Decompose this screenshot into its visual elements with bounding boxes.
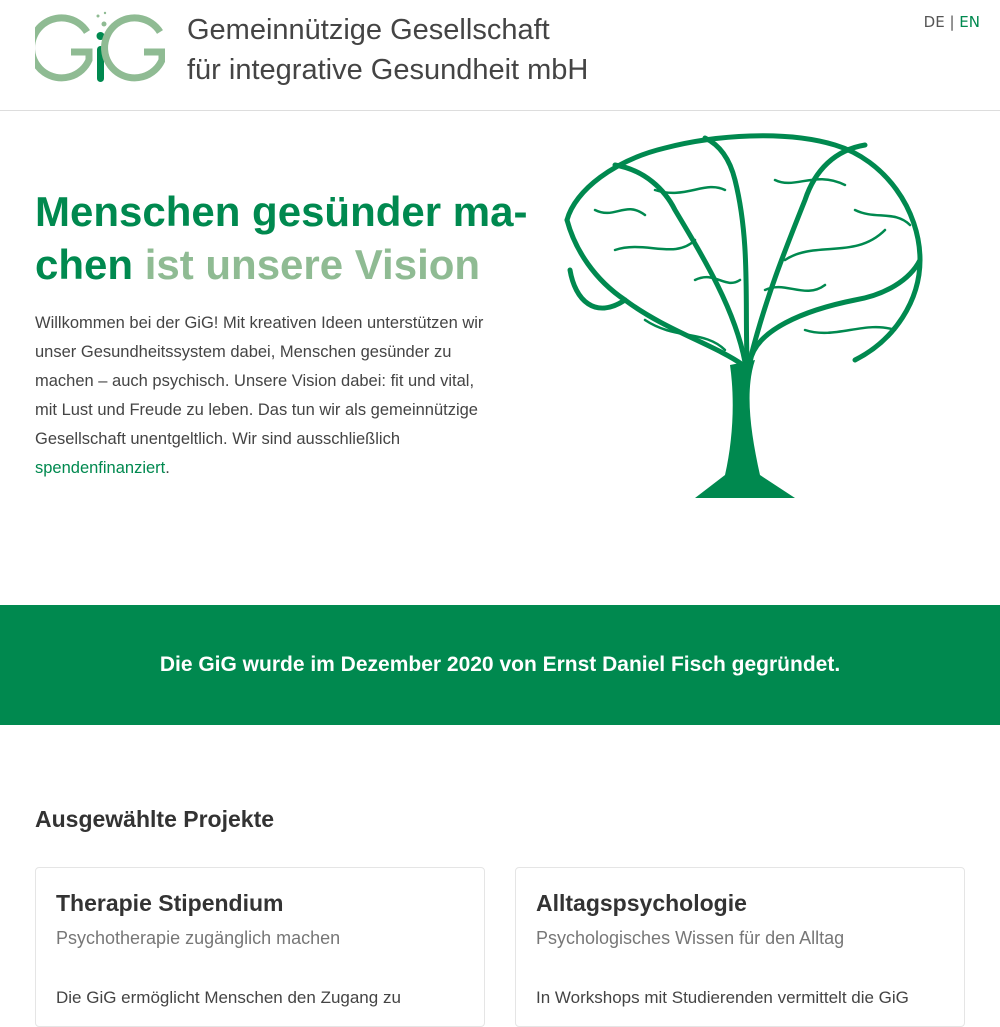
- founding-banner: [0, 605, 1000, 725]
- lang-de[interactable]: DE: [923, 13, 945, 31]
- projects-heading: Ausgewählte Projekte: [35, 806, 275, 832]
- project-card[interactable]: [35, 867, 485, 1027]
- hero-title: [35, 185, 550, 291]
- hero-title-accent: ist unsere Vision: [144, 241, 481, 288]
- project-card[interactable]: [515, 867, 965, 1027]
- hero-section: [35, 185, 550, 483]
- project-subtitle: Psychologisches Wissen für den Alltag: [536, 928, 845, 948]
- lang-separator: |: [949, 13, 955, 31]
- company-line-2: für integrative Gesundheit mbH: [187, 54, 589, 86]
- brain-tree-illustration: [555, 130, 930, 505]
- gig-logo-icon: [35, 10, 165, 90]
- company-name: [187, 10, 588, 90]
- lang-en[interactable]: EN: [959, 13, 980, 31]
- project-title[interactable]: Alltagspsychologie: [536, 890, 747, 916]
- donation-link[interactable]: spendenfinanziert: [35, 459, 166, 477]
- site-header: [0, 0, 1000, 111]
- project-body: In Workshops mit Studierenden vermittelt die GiG: [536, 988, 909, 1007]
- hero-title-main: Menschen gesünder ma-chen: [35, 188, 528, 288]
- founding-text: Die GiG wurde im Dezember 2020 von Ernst Daniel Fisch gegründet.: [159, 653, 841, 676]
- project-title[interactable]: Therapie Stipendium: [56, 890, 284, 916]
- company-line-1: Gemeinnützige Gesellschaft: [187, 14, 550, 46]
- hero-text: [35, 309, 495, 483]
- hero-end: .: [165, 459, 170, 477]
- project-body: Die GiG ermöglicht Menschen den Zugang zu: [56, 988, 401, 1007]
- project-subtitle: Psychotherapie zugänglich machen: [56, 928, 341, 948]
- hero-paragraph: Willkommen bei der GiG! Mit kreativen Ideen unterstützen wir unser Gesundheitssystem dabei, Menschen gesünder zu machen – auch psychisch. Unsere Vision dabei: fit und vital, mit Lust und Freude zu leben. Das tun wir als gemeinnützige Gesellschaft unentgeltlich. Wir sind ausschließlich: [35, 314, 484, 448]
- logo[interactable]: [35, 10, 588, 90]
- language-switch: [924, 13, 980, 31]
